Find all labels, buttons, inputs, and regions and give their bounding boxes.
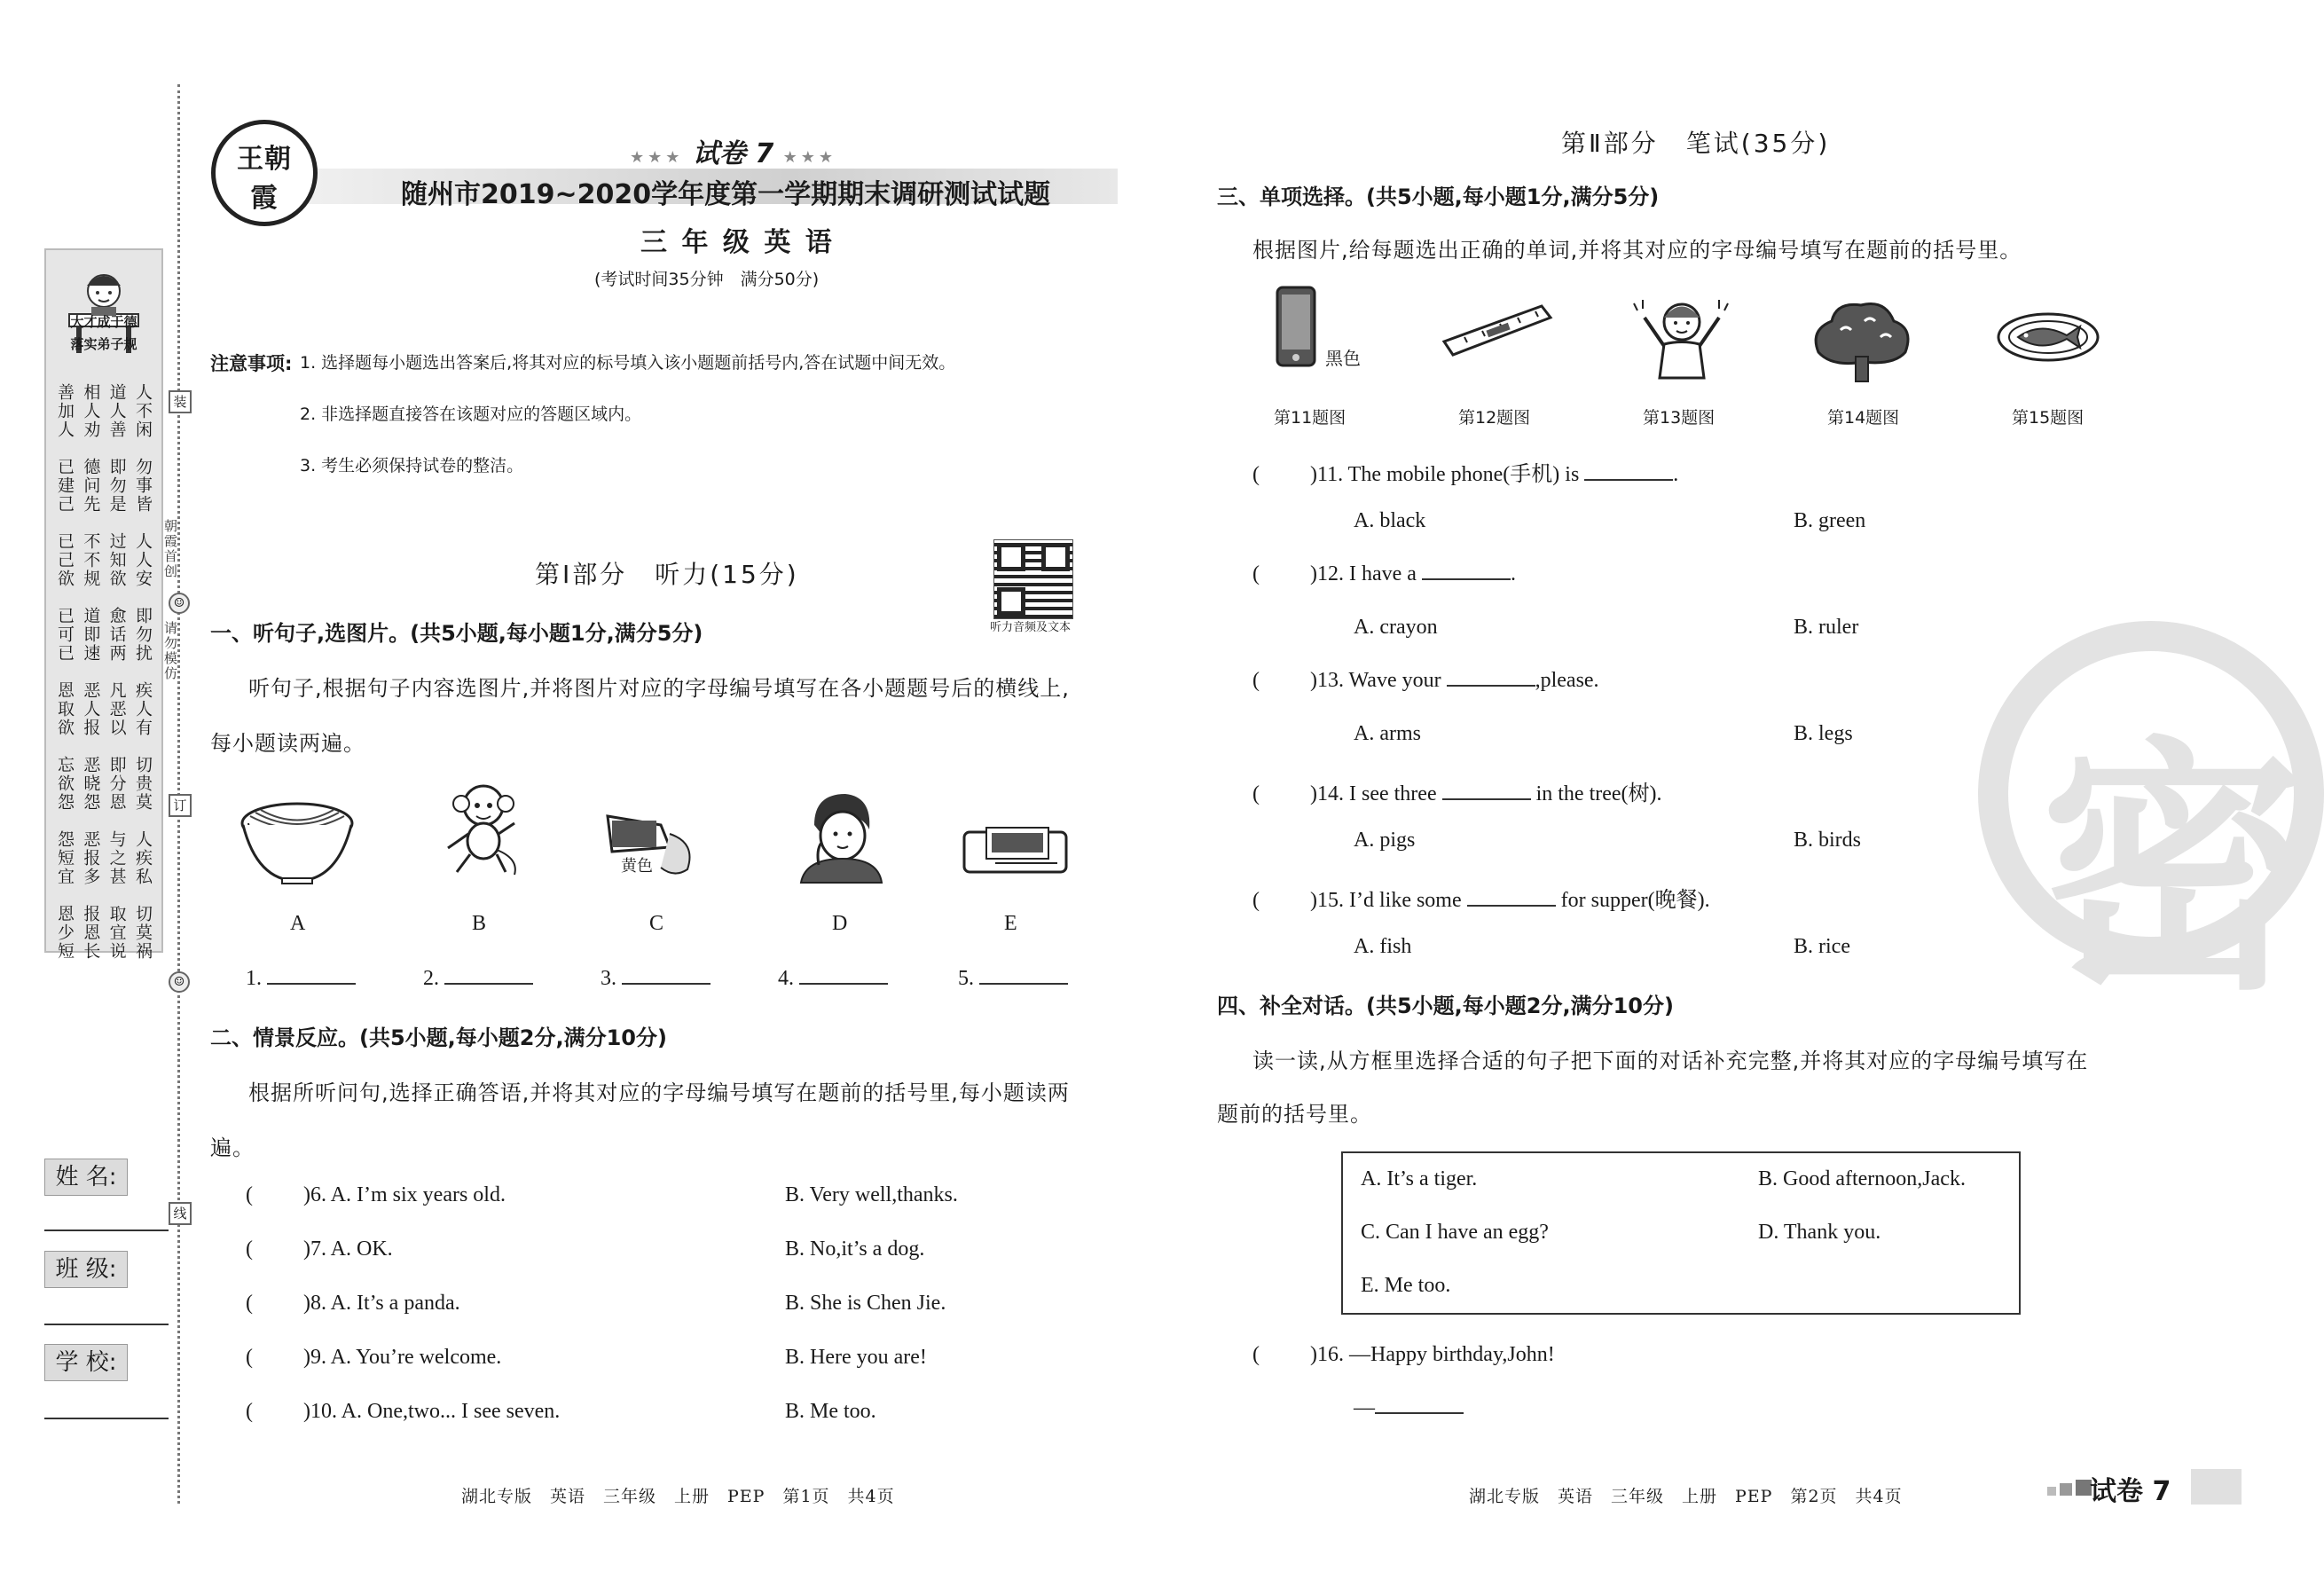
name-field[interactable] [44,1230,169,1231]
q7-option-a: )7. A. OK. [303,1237,393,1261]
footer-left: 湖北专版 英语 三年级 上册 PEP 第1页 共4页 [461,1487,895,1506]
motto-title-2: 落实弟子规 [70,336,137,352]
exam-tag [630,131,836,170]
qr-corner-icon [997,587,1025,616]
notice-item-2: 2. 非选择题直接答在该题对应的答题区域内。 [300,405,642,424]
pic-caption-15: 第15题图 [2012,408,2085,428]
answer-blank-3[interactable] [601,967,711,991]
girl-waving-image [1629,291,1735,380]
answer-paren[interactable]: ( [246,1237,253,1261]
blank-number: 2. [423,967,439,990]
side-text-no-copy: 请勿模仿 [162,621,178,681]
sec4-instr-2: 题前的括号里。 [1217,1102,1372,1127]
motto-column: 相人劝 [81,383,101,439]
blank-line[interactable] [1447,685,1535,687]
q12[interactable] [1252,562,1516,586]
school-label: 学 校: [44,1344,128,1381]
q16-stem: )16. —Happy birthday,John! [1310,1343,1555,1366]
blank-line[interactable] [444,983,533,985]
q15-option-b: B. rice [1794,935,1850,958]
motto-column: 恶人报 [81,681,101,737]
motto-group [53,383,154,454]
sec2-instr-1: 根据所听问句,选择正确答语,并将其对应的字母编号填写在题前的括号里,每小题读两 [248,1080,1070,1105]
q12-stem: )12. I have a [1310,562,1417,585]
q15-option-a: A. fish [1354,935,1412,958]
motto-column: 疾人有 [132,681,153,737]
dialog-option-c: C. Can I have an egg? [1361,1221,1549,1244]
motto-column: 恩取欲 [55,681,75,737]
dialog-option-b: B. Good afternoon,Jack. [1758,1167,1966,1190]
pic-caption-12: 第12题图 [1458,408,1531,428]
sec4-title: 四、补全对话。(共5小题,每小题2分,满分10分) [1217,994,1674,1018]
motto-panel [44,248,163,961]
motto-column: 人人安 [132,532,153,588]
school-field[interactable] [44,1418,169,1419]
answer-blank-2[interactable] [423,967,533,991]
motto-column: 德问先 [81,458,101,514]
motto-column: 人疾私 [132,830,153,886]
blank-line[interactable] [1422,578,1511,580]
phone-color-label: 黑色 [1325,348,1361,369]
motto-column: 凡恶以 [106,681,127,737]
answer-paren[interactable]: ( [1252,562,1260,585]
side-text-original: 朝霞首创 [162,519,178,579]
q11[interactable] [1252,456,1678,487]
answer-paren[interactable]: ( [246,1183,253,1206]
corner-squares-icon [2047,1480,2092,1499]
monkey-image [435,779,523,876]
q15[interactable] [1252,882,1710,913]
sec1-title: 一、听句子,选图片。(共5小题,每小题1分,满分5分) [210,621,703,646]
q16-answer[interactable] [1354,1396,1464,1420]
pencil-box-image [960,823,1071,878]
motto-title-1: 大才成于德 [70,314,137,330]
blank-number: 1. [246,967,262,990]
notice-item-1: 1. 选择题每小题选出答案后,将其对应的标号填入该小题题前括号内,答在试题中间无效。 [300,353,956,373]
boy-image [797,790,885,883]
motto-column: 道人善 [106,383,127,439]
motto-column: 不不规 [81,532,101,588]
q8[interactable] [246,1292,460,1316]
smiley-icon: ☺ [169,593,190,614]
motto-column: 勿事皆 [132,458,153,514]
pic-caption-13: 第13题图 [1643,408,1716,428]
footer-tag-bar [2191,1469,2242,1505]
motto-group [53,905,154,976]
pic-caption-14: 第14题图 [1827,408,1900,428]
answer-blank-5[interactable] [958,967,1068,991]
q11-stem: )11. The mobile phone(手机) is [1310,463,1580,486]
motto-group [53,532,154,603]
answer-paren[interactable]: ( [1252,669,1260,692]
sec1-instr-2: 每小题读两遍。 [210,731,365,756]
sec2-title: 二、情景反应。(共5小题,每小题2分,满分10分) [210,1025,667,1050]
answer-dash: — [1354,1396,1375,1419]
motto-column: 切莫祸 [132,905,153,961]
q12-option-a: A. crayon [1354,616,1438,639]
publisher-logo [211,120,318,226]
q14-stem-end: in the tree(树). [1535,782,1662,805]
motto-group [53,607,154,678]
q11-stem-end: . [1673,463,1679,486]
motto-column: 已可已 [55,607,75,663]
dialog-option-e: E. Me too. [1361,1274,1451,1297]
blank-number: 5. [958,967,974,990]
blank-line[interactable] [267,983,356,985]
pic-letter-d: D [832,912,848,935]
motto-column: 道即速 [81,607,101,663]
watermark-char: 密 [2040,716,2306,1025]
class-label: 班 级: [44,1251,128,1288]
blank-number: 4. [778,967,794,990]
q9-option-b: B. Here you are! [785,1346,927,1369]
part2-title: 第Ⅱ部分 笔试(35分) [1561,129,1831,158]
ruler-image [1442,302,1553,359]
subject-title: 三 年 级 英 语 [640,227,835,258]
q12-stem-end: . [1510,562,1516,585]
motto-column: 即勿扰 [132,607,153,663]
footer-tag: 试卷 7 [2090,1476,2171,1507]
motto-group [53,830,154,901]
exam-title: 随州市2019~2020学年度第一学期期末调研测试试题 [401,179,1051,210]
answer-paren[interactable]: ( [246,1292,253,1315]
seal-char-zhuang: 装 [169,390,192,413]
answer-blank-1[interactable] [246,967,356,991]
notice-item-3: 3. 考生必须保持试卷的整洁。 [300,456,524,475]
motto-column: 已建己 [55,458,75,514]
answer-paren[interactable]: ( [246,1400,253,1423]
stars-left-icon: ★★★ [630,148,684,167]
motto-column: 取宜说 [106,905,127,961]
q9[interactable] [246,1346,501,1370]
qr-caption: 听力音频及文本 [990,621,1072,634]
q10-option-a: )10. A. One,two... I see seven. [303,1400,561,1423]
blank-line[interactable] [1375,1412,1464,1414]
blank-number: 3. [601,967,616,990]
motto-column: 过知欲 [106,532,127,588]
motto-column: 善加人 [55,383,75,439]
motto-column: 忘欲怨 [55,756,75,812]
motto-columns [53,383,154,979]
part1-title: 第Ⅰ部分 听力(15分) [535,560,799,589]
class-field[interactable] [44,1324,169,1325]
q16[interactable] [1252,1343,1555,1367]
sec2-instr-2: 遍。 [210,1135,255,1160]
q13-option-a: A. arms [1354,722,1421,745]
sec3-instr: 根据图片,给每题选出正确的单词,并将其对应的字母编号填写在题前的括号里。 [1252,238,2022,263]
motto-column: 与之甚 [106,830,127,886]
blank-line[interactable] [1442,798,1531,800]
pic-letter-b: B [472,912,487,935]
q6-option-b: B. Very well,thanks. [785,1183,958,1206]
q7-option-b: B. No,it’s a dog. [785,1237,925,1261]
motto-column: 恩少短 [55,905,75,961]
qr-corner-icon [1041,543,1070,571]
q11-option-b: B. green [1794,509,1866,532]
motto-column: 恶晓怨 [81,756,101,812]
motto-column: 即分恩 [106,756,127,812]
q13-stem: )13. Wave your [1310,669,1441,692]
seal-char-xian: 线 [169,1202,192,1225]
pic-letter-c: C [649,912,664,935]
exam-tag-text: 试卷 7 [692,138,774,169]
q13[interactable] [1252,669,1599,693]
q13-stem-end: ,please. [1535,669,1599,692]
dialog-option-d: D. Thank you. [1758,1221,1881,1244]
answer-paren[interactable]: ( [246,1346,253,1369]
motto-group [53,458,154,529]
motto-column: 已己欲 [55,532,75,588]
q10[interactable] [246,1400,560,1424]
logo-text: 王朝霞 [237,144,292,214]
footer-right: 湖北专版 英语 三年级 上册 PEP 第2页 共4页 [1469,1487,1903,1506]
motto-group [53,756,154,827]
motto-column: 即勿是 [106,458,127,514]
q15-stem: )15. I’d like some [1310,889,1462,912]
motto-column: 愈话两 [106,607,127,663]
name-label: 姓 名: [44,1159,128,1196]
q14-option-a: A. pigs [1354,829,1416,852]
q6[interactable] [246,1183,506,1207]
tree-with-birds-image [1810,295,1914,383]
q15-stem-end: for supper(晚餐). [1560,889,1710,912]
dialog-option-a: A. It’s a tiger. [1361,1167,1478,1190]
q14-stem: )14. I see three [1310,782,1437,805]
q14-option-b: B. birds [1794,829,1862,852]
fish-on-plate-image [1996,310,2100,364]
motto-group [53,681,154,752]
paint-label: 黄色 [621,857,653,876]
pic-letter-e: E [1004,912,1017,935]
qr-corner-icon [997,543,1025,571]
pic-caption-11: 第11题图 [1274,408,1347,428]
dialog-options-box [1341,1151,2021,1315]
sec4-instr-1: 读一读,从方框里选择合适的句子把下面的对话补充完整,并将其对应的字母编号填写在 [1252,1049,2089,1073]
noodles-bowl-image [239,797,355,885]
notice-label: 注意事项: [210,353,293,374]
answer-paren[interactable]: ( [1252,1343,1260,1366]
blank-line[interactable] [622,983,711,985]
time-note: (考试时间35分钟 满分50分) [594,270,820,289]
q8-option-a: )8. A. It’s a panda. [303,1292,460,1315]
blank-line[interactable] [1467,905,1556,907]
q10-option-b: B. Me too. [785,1400,876,1423]
q14[interactable] [1252,775,1662,806]
q11-option-a: A. black [1354,509,1426,532]
q6-option-a: )6. A. I’m six years old. [303,1183,506,1206]
q12-option-b: B. ruler [1794,616,1859,639]
q8-option-b: B. She is Chen Jie. [785,1292,946,1315]
q9-option-a: )9. A. You’re welcome. [303,1346,502,1369]
motto-column: 人不闲 [132,383,153,439]
q7[interactable] [246,1237,393,1261]
stars-right-icon: ★★★ [782,148,837,167]
q13-option-b: B. legs [1794,722,1853,745]
blank-line[interactable] [1584,479,1673,481]
mobile-phone-image [1274,286,1318,367]
sec3-title: 三、单项选择。(共5小题,每小题1分,满分5分) [1217,185,1660,209]
motto-column: 切贵莫 [132,756,153,812]
blank-line[interactable] [799,983,888,985]
blank-line[interactable] [979,983,1068,985]
answer-blank-4[interactable] [778,967,888,991]
smiley-icon-2: ☺ [169,971,190,993]
motto-column: 怨短宜 [55,830,75,886]
answer-paren[interactable]: ( [1252,463,1260,486]
sec1-instr-1: 听句子,根据句子内容选图片,并将图片对应的字母编号填写在各小题题号后的横线上, [248,676,1070,701]
answer-paren[interactable]: ( [1252,889,1260,912]
answer-paren[interactable]: ( [1252,782,1260,805]
qr-code[interactable] [993,539,1073,619]
pic-letter-a: A [290,912,306,935]
seal-char-ding: 订 [169,794,192,817]
motto-column: 报恩长 [81,905,101,961]
motto-column: 恶报多 [81,830,101,886]
